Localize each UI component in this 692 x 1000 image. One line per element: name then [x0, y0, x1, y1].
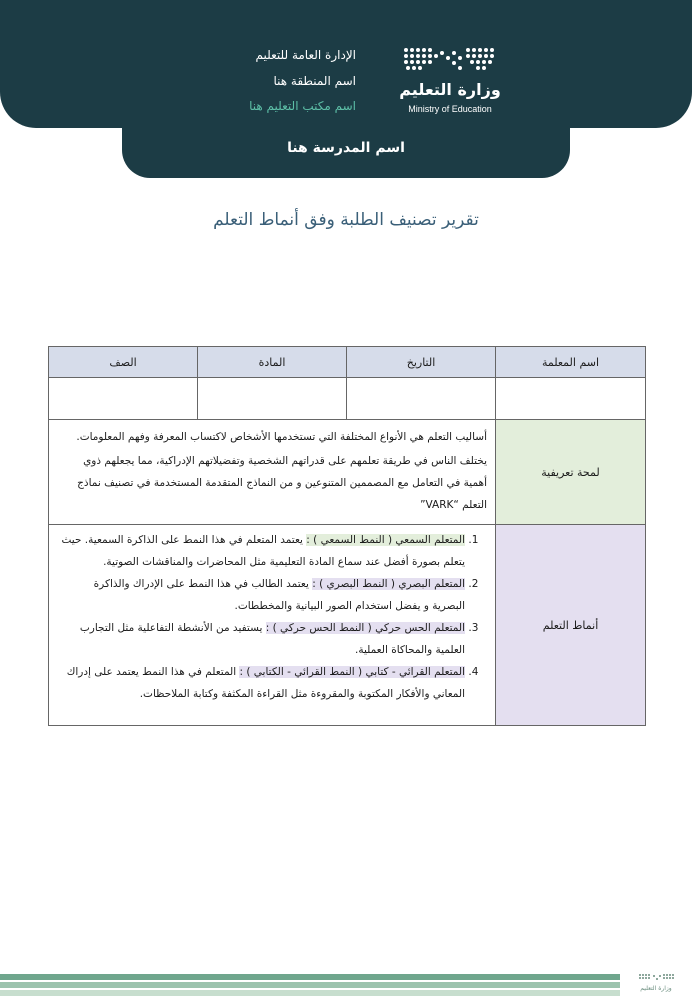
header-subject: المادة	[198, 347, 347, 378]
ministry-logo	[398, 44, 502, 120]
intro-label: لمحة تعريفية	[496, 420, 646, 525]
header-class: الصف	[49, 347, 198, 378]
footer-ministry-logo	[624, 972, 688, 998]
header-date: التاريخ	[347, 347, 496, 378]
read-write-text: المتعلم في هذا النمط يعتمد على إدراك المعاني والأفكار المكتوبة والمقروءة مثل القراءة المكثفة وكتابة الملاحظات.	[66, 666, 465, 700]
intro-row	[49, 420, 646, 525]
report-title: تقرير تصنيف الطلبة وفق أنماط التعلم	[213, 210, 479, 230]
teacher-name-cell[interactable]	[496, 378, 646, 420]
general-directorate-label: الإدارة العامة للتعليم	[255, 48, 356, 62]
ministry-arabic-name: وزارة التعليم	[399, 80, 501, 99]
subject-cell[interactable]	[198, 378, 347, 420]
learning-styles-list	[59, 529, 487, 705]
intro-paragraph-2: يختلف الناس في طريقة تعلمهم على قدراتهم الشخصية وتفضيلاتهم الإدراكية، مما يجعلهم ذوي أهمية في التعامل مع المصممين المتنوعين و من النماذج المتقدمة المستخدمة في تصنيف نماذج التعلم “VARK”	[77, 455, 487, 511]
list-item	[59, 617, 465, 661]
table-header-row	[49, 347, 646, 378]
office-name-label: اسم مكتب التعليم هنا	[249, 99, 356, 113]
styles-label: أنماط التعلم	[496, 525, 646, 726]
read-write-term: المتعلم القرائي - كتابي ( النمط القرائي - الكتابي ) :	[239, 666, 465, 678]
school-name-tab	[122, 118, 570, 178]
list-item	[59, 661, 465, 705]
ministry-dots-icon	[398, 44, 502, 78]
list-item	[59, 573, 465, 617]
intro-content	[49, 420, 496, 525]
school-name: اسم المدرسة هنا	[287, 140, 405, 156]
kinesthetic-text: يستفيد من الأنشطة التفاعلية مثل التجارب العلمية والمحاكاة العملية.	[79, 622, 465, 656]
table-input-row	[49, 378, 646, 420]
visual-term: المتعلم البصري ( النمط البصري ) :	[312, 578, 465, 590]
class-cell[interactable]	[49, 378, 198, 420]
region-name-label: اسم المنطقة هنا	[273, 74, 356, 88]
kinesthetic-term: المتعلم الحس حركي ( النمط الحس حركي ) :	[265, 622, 465, 634]
intro-paragraph-1: أساليب التعلم هي الأنواع المختلفة التي تستخدمها الأشخاص لاكتساب المعرفة وفهم المعلومات.	[76, 431, 487, 443]
footer-stripe-mid	[0, 982, 620, 988]
list-item	[59, 529, 465, 573]
date-cell[interactable]	[347, 378, 496, 420]
report-table	[48, 346, 646, 726]
visual-text: يعتمد الطالب في هذا النمط على الإدراك والذاكرة البصرية و يفضل استخدام الصور البيانية والمخططات.	[93, 578, 465, 612]
auditory-term: المتعلم السمعي ( النمط السمعي ) :	[306, 534, 465, 546]
footer-dots-icon	[636, 972, 676, 984]
styles-row	[49, 525, 646, 726]
header-teacher-name: اسم المعلمة	[496, 347, 646, 378]
header-banner	[0, 0, 692, 128]
auditory-text: يعتمد المتعلم في هذا النمط على الذاكرة السمعية. حيث يتعلم بصورة أفضل عند سماع المادة التعليمية مثل المحاضرات والمناقشات الصوتية.	[61, 534, 465, 568]
footer-logo-text: وزارة التعليم	[640, 985, 672, 992]
footer-stripes	[0, 972, 692, 1000]
footer-stripe-dark	[0, 974, 620, 980]
styles-content	[49, 525, 496, 726]
ministry-english-name: Ministry of Education	[408, 104, 492, 114]
footer-stripe-light	[0, 990, 620, 996]
